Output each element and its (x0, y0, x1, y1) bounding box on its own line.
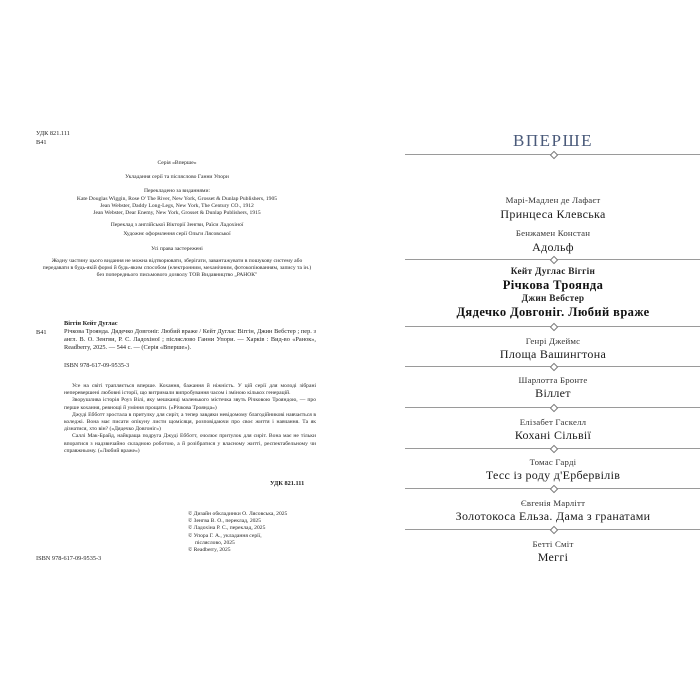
book-author: Кейт Дуглас Віггін (510, 267, 596, 277)
designer-credit: Художнє оформлення серії Ольги Лясовської (123, 231, 231, 238)
translators-credit: Переклад з англійської Вікторії Зенгви, Раїси Ладохіної (110, 222, 244, 229)
book-author: Джин Вебстер (521, 294, 585, 304)
copyright-block (188, 511, 318, 554)
rights-reserved: Усі права застережені (151, 245, 203, 252)
udk-code: УДК 821.111 (36, 130, 70, 137)
bbk-code-catalog: В41 (36, 329, 47, 336)
translated-from-label: Перекладено за виданнями: (143, 188, 210, 195)
book-author: Генрі Джеймс (525, 336, 581, 346)
catalog-description: Річкова Троянда. Дядечко Довгоніг. Любий враже / Кейт Дуглас Віггін, Джин Вебстер ; пер. з англ. В. О. Зенгви, Р. С. Ладохіної ; післяслово Ганни Упори. — Харків : Вид-во «Ранок», Readberry, 2025. — 544 с. — (Серія «Вперше»). (64, 328, 316, 351)
isbn-bottom: ISBN 978-617-09-9535-3 (36, 555, 102, 562)
book-title: Меггі (537, 550, 569, 564)
book-title: Кохані Сільвії (514, 428, 592, 442)
book-title: Золотокоса Ельза. Дама з гранатами (455, 509, 651, 523)
book-author: Шарлотта Бронте (518, 375, 588, 385)
ornament-divider (405, 326, 700, 327)
copyright-line: післяслово, 2025 (195, 539, 235, 546)
imprint-block (36, 160, 318, 279)
annotation-paragraph: Саллі Мак-Брайд, найкраща подруга Джуді Ебботт, очолює притулок для сиріт. Вона має не тільки впоратися з надзвичайно складною роботою, а й розібратися у власному житті, респектабельному чи справжньому. («Любий враже») (64, 433, 316, 454)
book-title: Принцеса Клевська (500, 207, 606, 221)
series-title: ВПЕРШЕ (513, 131, 593, 150)
book-author: Євгенія Марлітт (520, 498, 586, 508)
book-author: Бенжамен Констан (515, 228, 591, 238)
annotation-paragraph: Джуді Ебботт зростала в притулку для сиріт, а тепер завдяки невідомому благодійникові навчається в коледжі. Вона має писати опікуну листи щомісяця, розповідаючи про своє життя і навчання. Та як дізнатися, хто він? («Дядечко Довгоніг») (64, 411, 316, 433)
legal-notice: Жодну частину цього видання не можна відтворювати, зберігати, завантажувати в пошукову систему або передавати в будь-якій формі й будь-яким способом (електронним, механічним, фотокопіюванням, запису та ін.) без попереднього письмового дозволу ТОВ Видавництво „РАНОК" (42, 257, 312, 279)
bbk-code: В41 (36, 139, 47, 146)
copyright-line: © Зенгва В. О., переклад, 2025 (188, 518, 262, 525)
catalog-entry (64, 320, 316, 352)
copyright-line: © Ладохіна Р. С., переклад, 2025 (188, 525, 266, 532)
copyright-line: © Readberry, 2025 (188, 547, 231, 554)
isbn-main: ISBN 978-617-09-9535-3 (64, 362, 130, 369)
source-edition: Jean Webster, Dear Enemy, New York, Grosset & Dunlap Publishers, 1915 (93, 210, 261, 217)
ornament-divider (405, 529, 700, 530)
ornament-divider (405, 154, 700, 155)
compiler-credit: Укладання серії та післяслово Ганни Упори (125, 174, 229, 181)
book-author: Бетті Сміт (532, 539, 574, 549)
annotation-paragraph: Зворушлива історія Роуз Вілі, яку мешканці маленького містечка звуть Річковою Трояндою, — про перше кохання, ревнощі й уміння прощати. («Річкова Троянда») (64, 397, 316, 411)
copyright-line: © Упора Г. А., укладання серії, (188, 532, 262, 539)
book-author: Томас Гарді (529, 457, 577, 467)
book-title: Адольф (532, 240, 574, 254)
source-edition: Jean Webster, Daddy Long-Legs, New York, The Century CO., 1912 (100, 202, 254, 209)
ornament-divider (405, 366, 700, 367)
copyright-line: © Дизайн обкладинки О. Лясовська, 2025 (188, 511, 288, 517)
udk-code-bottom: УДК 821.111 (270, 480, 305, 487)
ornament-divider (405, 407, 700, 408)
book-title: Тесс із роду д'Ербервілів (485, 468, 621, 482)
ornament-divider (405, 259, 700, 260)
book-title: Віллет (535, 386, 571, 400)
annotation (64, 383, 316, 455)
ornament-divider (405, 448, 700, 449)
book-title: Площа Вашингтона (499, 347, 607, 361)
book-author: Марі-Мадлен де Лафаєт (505, 195, 601, 205)
book-title: Дядечко Довгоніг. Любий враже (456, 305, 650, 319)
book-title: Річкова Троянда (502, 278, 604, 292)
book-author: Елізабет Гаскелл (519, 417, 587, 427)
series-name: Серія «Вперше» (157, 160, 197, 166)
catalog-author-heading: Віггін Кейт Дуглас (64, 320, 118, 327)
annotation-paragraph: Усе на світі трапляється вперше. Кохання, бажання й ніжність. У цій серії для молоді зібрані неперевершені любовні історії, що витримали випробування часом і зміною кількох генерацій. (64, 383, 316, 397)
ornament-divider (405, 488, 700, 489)
source-edition: Kate Douglas Wiggin, Rose O' The River, New York, Grosset & Dunlap Publishers, 1905 (76, 195, 278, 202)
